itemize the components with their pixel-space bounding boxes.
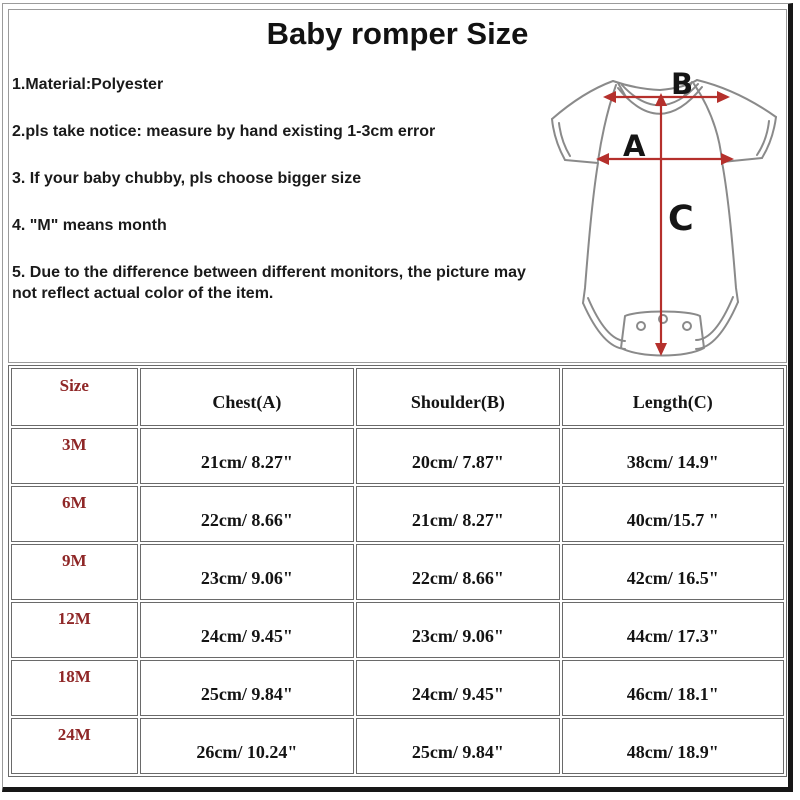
page-title: Baby romper Size bbox=[266, 16, 529, 51]
length-value: 40cm/15.7 " bbox=[562, 486, 784, 542]
size-label: 3M bbox=[11, 428, 138, 484]
header-length: Length(C) bbox=[562, 368, 784, 426]
length-value: 44cm/ 17.3" bbox=[562, 602, 784, 658]
size-label: 24M bbox=[11, 718, 138, 774]
shoulder-value: 23cm/ 9.06" bbox=[356, 602, 559, 658]
table-row bbox=[11, 544, 784, 600]
measure-letters bbox=[623, 67, 694, 239]
table-row bbox=[11, 718, 784, 774]
chest-value: 26cm/ 10.24" bbox=[140, 718, 355, 774]
note-monitor-color: 5. Due to the difference between different monitors, the picture may not reflect actual color of the item. bbox=[12, 264, 526, 302]
label-shoulder-B: B bbox=[671, 67, 694, 101]
shoulder-value: 25cm/ 9.84" bbox=[356, 718, 559, 774]
notes-list bbox=[12, 74, 527, 330]
length-value: 38cm/ 14.9" bbox=[562, 428, 784, 484]
romper-measurement-diagram bbox=[528, 60, 784, 360]
size-label: 18M bbox=[11, 660, 138, 716]
size-label: 9M bbox=[11, 544, 138, 600]
length-value: 46cm/ 18.1" bbox=[562, 660, 784, 716]
note-chubby: 3. If your baby chubby, pls choose bigger size bbox=[12, 170, 362, 187]
label-length-C: C bbox=[668, 199, 694, 239]
header-chest: Chest(A) bbox=[140, 368, 355, 426]
chest-value: 23cm/ 9.06" bbox=[140, 544, 355, 600]
header-shoulder: Shoulder(B) bbox=[356, 368, 559, 426]
romper-outline-icon bbox=[552, 80, 776, 356]
shoulder-value: 22cm/ 8.66" bbox=[356, 544, 559, 600]
header-size: Size bbox=[11, 368, 138, 426]
chest-value: 21cm/ 8.27" bbox=[140, 428, 355, 484]
note-measure-error: 2.pls take notice: measure by hand existing 1-3cm error bbox=[12, 123, 436, 140]
size-chart-table bbox=[8, 365, 787, 777]
size-label: 12M bbox=[11, 602, 138, 658]
note-material: 1.Material:Polyester bbox=[12, 76, 164, 93]
chest-value: 22cm/ 8.66" bbox=[140, 486, 355, 542]
chest-value: 24cm/ 9.45" bbox=[140, 602, 355, 658]
chest-value: 25cm/ 9.84" bbox=[140, 660, 355, 716]
label-chest-A: A bbox=[623, 129, 646, 163]
table-row bbox=[11, 602, 784, 658]
length-value: 42cm/ 16.5" bbox=[562, 544, 784, 600]
length-value: 48cm/ 18.9" bbox=[562, 718, 784, 774]
size-label: 6M bbox=[11, 486, 138, 542]
table-header-row bbox=[11, 368, 784, 426]
shoulder-value: 21cm/ 8.27" bbox=[356, 486, 559, 542]
table-row bbox=[11, 660, 784, 716]
table-row bbox=[11, 486, 784, 542]
table-row bbox=[11, 428, 784, 484]
note-month: 4. "M" means month bbox=[12, 217, 167, 234]
shoulder-value: 20cm/ 7.87" bbox=[356, 428, 559, 484]
shoulder-value: 24cm/ 9.45" bbox=[356, 660, 559, 716]
